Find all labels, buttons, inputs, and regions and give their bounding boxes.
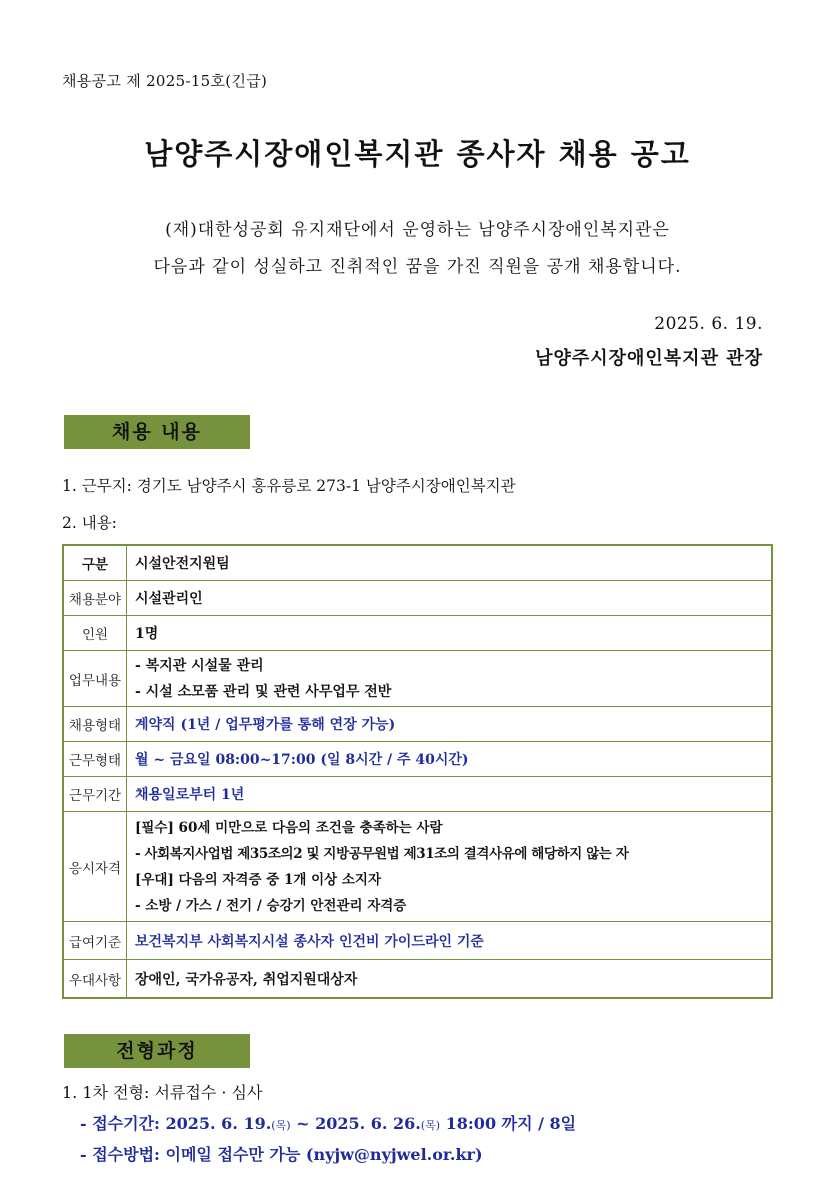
employment-type-value: 계약직 (1년 / 업무평가를 통해 연장 가능) [127,707,772,742]
qualification-line: - 사회복지사업법 제35조의2 및 지방공무원법 제31조의 결격사유에 해당하지 않는 자 [135,845,629,862]
work-type-value: 월 ~ 금요일 08:00~17:00 (일 8시간 / 주 40시간) [127,742,772,777]
table-row [64,707,772,742]
preference-label: 우대사항 [64,960,127,998]
headcount-label: 인원 [64,616,127,651]
qualification-line: [필수] 60세 미만으로 다음의 조건을 충족하는 사람 [135,819,443,836]
duties-value [127,651,772,707]
table-row [64,742,772,777]
notice-number: 채용공고 제 2025-15호(긴급) [62,72,268,90]
duty-line: - 복지관 시설물 관리 [135,657,264,674]
period-prefix: - 접수기간: 2025. 6. 19. [80,1114,272,1133]
salary-value: 보건복지부 사회복지시설 종사자 인건비 가이드라인 기준 [127,922,772,960]
qualifications-label: 응시자격 [64,812,127,922]
table-row [64,960,772,998]
intro-line-1: (재)대한성공회 유지재단에서 운영하는 남양주시장애인복지관은 [165,220,670,240]
field-value: 시설관리인 [127,581,772,616]
process-step-1: 1. 1차 전형: 서류접수 · 심사 [62,1083,263,1102]
work-type-label: 근무형태 [64,742,127,777]
signer: 남양주시장애인복지관 관장 [535,348,763,369]
table-row [64,616,772,651]
qualification-line: - 소방 / 가스 / 전기 / 승강기 안전관리 자격증 [135,897,407,914]
period-day: (목) [420,1119,441,1132]
duty-line: - 시설 소모품 관리 및 관련 사무업무 전반 [135,683,392,700]
qualifications-value [127,812,772,922]
qualification-line: [우대] 다음의 자격증 중 1개 이상 소지자 [135,871,381,888]
period-day: (목) [271,1119,291,1132]
period-suffix: 18:00 까지 / 8일 [440,1114,577,1133]
section-heading-process: 전형과정 [64,1034,250,1068]
headcount-value: 1명 [127,616,772,651]
table-row [64,812,772,922]
duties-label: 업무내용 [64,651,127,707]
notice-date: 2025. 6. 19. [654,314,763,334]
workplace-item: 1. 근무지: 경기도 남양주시 홍유릉로 273-1 남양주시장애인복지관 [62,477,516,495]
preference-value: 장애인, 국가유공자, 취업지원대상자 [127,960,772,998]
employment-type-label: 채용형태 [64,707,127,742]
table-row [64,651,772,707]
field-label: 채용분야 [64,581,127,616]
period-mid: ~ 2025. 6. 26. [290,1114,421,1133]
work-period-value: 채용일로부터 1년 [127,777,772,812]
table-row [64,581,772,616]
application-method: - 접수방법: 이메일 접수만 가능 (nyjw@nyjwel.or.kr) [80,1145,483,1164]
table-row [64,777,772,812]
recruitment-table [63,545,772,998]
application-period [80,1111,576,1134]
header-value: 시설안전지원팀 [127,546,772,581]
table-row [64,546,772,581]
salary-label: 급여기준 [64,922,127,960]
intro-line-2: 다음과 같이 성실하고 진취적인 꿈을 가진 직원을 공개 채용합니다. [153,257,682,277]
table-row [64,922,772,960]
section-heading-recruitment: 채용 내용 [64,415,250,449]
page-title: 남양주시장애인복지관 종사자 채용 공고 [144,137,691,171]
content-item: 2. 내용: [62,514,117,532]
work-period-label: 근무기간 [64,777,127,812]
header-label: 구분 [64,546,127,581]
